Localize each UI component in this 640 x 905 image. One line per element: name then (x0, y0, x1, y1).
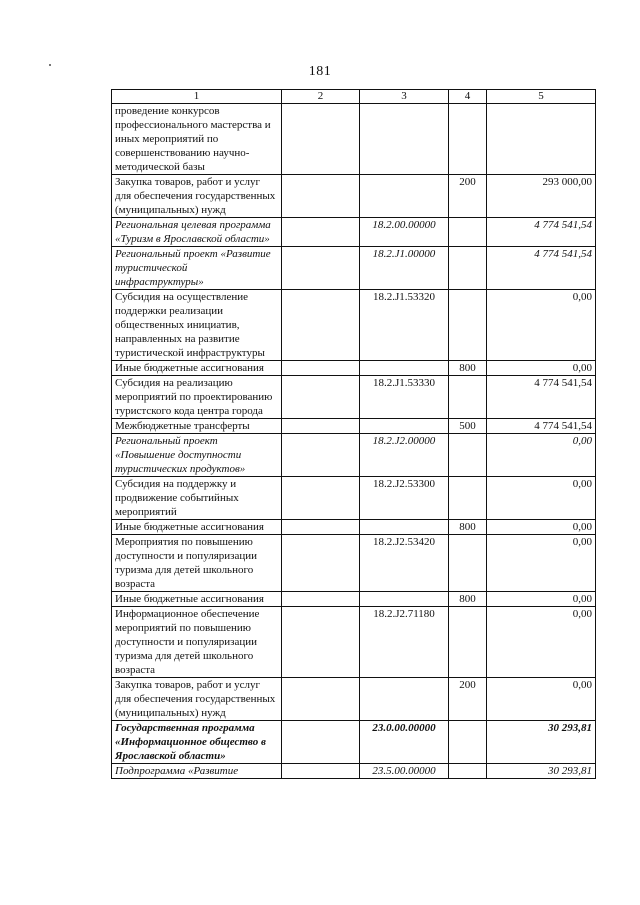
program-code-cell (282, 175, 360, 218)
column-header-4: 4 (449, 90, 487, 104)
amount-cell: 4 774 541,54 (487, 218, 596, 247)
gov-code-cell: 23.5.00.00000 (360, 764, 449, 779)
table-row (112, 218, 596, 247)
gov-code-cell (360, 419, 449, 434)
expense-type-cell (449, 477, 487, 520)
row-name-cell: проведение конкурсов профессионального мастерства и иных мероприятий по совершенствованию научно-методической базы (112, 104, 282, 175)
table-row (112, 764, 596, 779)
table-row (112, 419, 596, 434)
program-code-cell (282, 290, 360, 361)
gov-code-cell: 18.2.J2.71180 (360, 607, 449, 678)
program-code-cell (282, 535, 360, 592)
gov-code-cell: 18.2.J2.53300 (360, 477, 449, 520)
budget-table (111, 89, 596, 779)
amount-cell (487, 104, 596, 175)
program-code-cell (282, 477, 360, 520)
table-row (112, 361, 596, 376)
row-name-cell: Межбюджетные трансферты (112, 419, 282, 434)
gov-code-cell: 18.2.J1.53330 (360, 376, 449, 419)
row-name-cell: Региональный проект «Развитие туристической инфраструктуры» (112, 247, 282, 290)
row-name-cell: Иные бюджетные ассигнования (112, 592, 282, 607)
program-code-cell (282, 520, 360, 535)
row-name-cell: Субсидия на осуществление поддержки реализации общественных инициатив, направленных на развитие туристической инфраструктуры (112, 290, 282, 361)
table-row (112, 721, 596, 764)
table-row (112, 607, 596, 678)
amount-cell: 0,00 (487, 592, 596, 607)
column-header-2: 2 (282, 90, 360, 104)
amount-cell: 4 774 541,54 (487, 376, 596, 419)
gov-code-cell (360, 175, 449, 218)
table-row (112, 535, 596, 592)
gov-code-cell: 18.2.J1.53320 (360, 290, 449, 361)
program-code-cell (282, 247, 360, 290)
program-code-cell (282, 678, 360, 721)
table-row (112, 175, 596, 218)
amount-cell: 30 293,81 (487, 721, 596, 764)
program-code-cell (282, 764, 360, 779)
page-number: 181 (308, 64, 332, 79)
expense-type-cell: 200 (449, 678, 487, 721)
expense-type-cell (449, 764, 487, 779)
gov-code-cell (360, 678, 449, 721)
amount-cell: 0,00 (487, 535, 596, 592)
expense-type-cell (449, 434, 487, 477)
expense-type-cell (449, 721, 487, 764)
table-body (112, 90, 596, 779)
program-code-cell (282, 376, 360, 419)
expense-type-cell (449, 376, 487, 419)
expense-type-cell (449, 535, 487, 592)
gov-code-cell: 18.2.J2.53420 (360, 535, 449, 592)
amount-cell: 4 774 541,54 (487, 419, 596, 434)
table-row (112, 247, 596, 290)
amount-cell: 0,00 (487, 520, 596, 535)
program-code-cell (282, 361, 360, 376)
program-code-cell (282, 104, 360, 175)
amount-cell: 4 774 541,54 (487, 247, 596, 290)
amount-cell: 0,00 (487, 477, 596, 520)
row-name-cell: Государственная программа «Информационное общество в Ярославской области» (112, 721, 282, 764)
row-name-cell: Подпрограмма «Развитие (112, 764, 282, 779)
row-name-cell: Иные бюджетные ассигнования (112, 361, 282, 376)
column-header-1: 1 (112, 90, 282, 104)
table-row (112, 434, 596, 477)
gov-code-cell: 18.2.J1.00000 (360, 247, 449, 290)
row-name-cell: Закупка товаров, работ и услуг для обеспечения государственных (муниципальных) нужд (112, 175, 282, 218)
gov-code-cell (360, 361, 449, 376)
table-row (112, 520, 596, 535)
amount-cell: 0,00 (487, 290, 596, 361)
program-code-cell (282, 218, 360, 247)
column-number-row (112, 90, 596, 104)
amount-cell: 0,00 (487, 434, 596, 477)
program-code-cell (282, 607, 360, 678)
table-row (112, 477, 596, 520)
gov-code-cell: 18.2.J2.00000 (360, 434, 449, 477)
row-name-cell: Мероприятия по повышению доступности и популяризации туризма для детей школьного возраста (112, 535, 282, 592)
row-name-cell: Субсидия на реализацию мероприятий по проектированию туристского кода центра города (112, 376, 282, 419)
expense-type-cell (449, 104, 487, 175)
gov-code-cell: 18.2.00.00000 (360, 218, 449, 247)
program-code-cell (282, 721, 360, 764)
expense-type-cell (449, 247, 487, 290)
column-header-5: 5 (487, 90, 596, 104)
expense-type-cell: 200 (449, 175, 487, 218)
gov-code-cell (360, 592, 449, 607)
gov-code-cell: 23.0.00.00000 (360, 721, 449, 764)
row-name-cell: Субсидия на поддержку и продвижение событийных мероприятий (112, 477, 282, 520)
row-name-cell: Информационное обеспечение мероприятий по повышению доступности и популяризации туризма для детей школьного возраста (112, 607, 282, 678)
amount-cell: 30 293,81 (487, 764, 596, 779)
row-name-cell: Региональный проект «Повышение доступности туристических продуктов» (112, 434, 282, 477)
expense-type-cell: 800 (449, 592, 487, 607)
column-header-3: 3 (360, 90, 449, 104)
amount-cell: 0,00 (487, 678, 596, 721)
program-code-cell (282, 592, 360, 607)
row-name-cell: Закупка товаров, работ и услуг для обеспечения государственных (муниципальных) нужд (112, 678, 282, 721)
program-code-cell (282, 419, 360, 434)
table-row (112, 290, 596, 361)
table-row (112, 678, 596, 721)
gov-code-cell (360, 104, 449, 175)
expense-type-cell (449, 607, 487, 678)
table-row (112, 592, 596, 607)
amount-cell: 293 000,00 (487, 175, 596, 218)
expense-type-cell: 800 (449, 520, 487, 535)
expense-type-cell: 800 (449, 361, 487, 376)
table-row (112, 376, 596, 419)
expense-type-cell (449, 290, 487, 361)
amount-cell: 0,00 (487, 361, 596, 376)
row-name-cell: Иные бюджетные ассигнования (112, 520, 282, 535)
table-row (112, 104, 596, 175)
expense-type-cell (449, 218, 487, 247)
amount-cell: 0,00 (487, 607, 596, 678)
row-name-cell: Региональная целевая программа «Туризм в Ярославской области» (112, 218, 282, 247)
expense-type-cell: 500 (449, 419, 487, 434)
gov-code-cell (360, 520, 449, 535)
program-code-cell (282, 434, 360, 477)
